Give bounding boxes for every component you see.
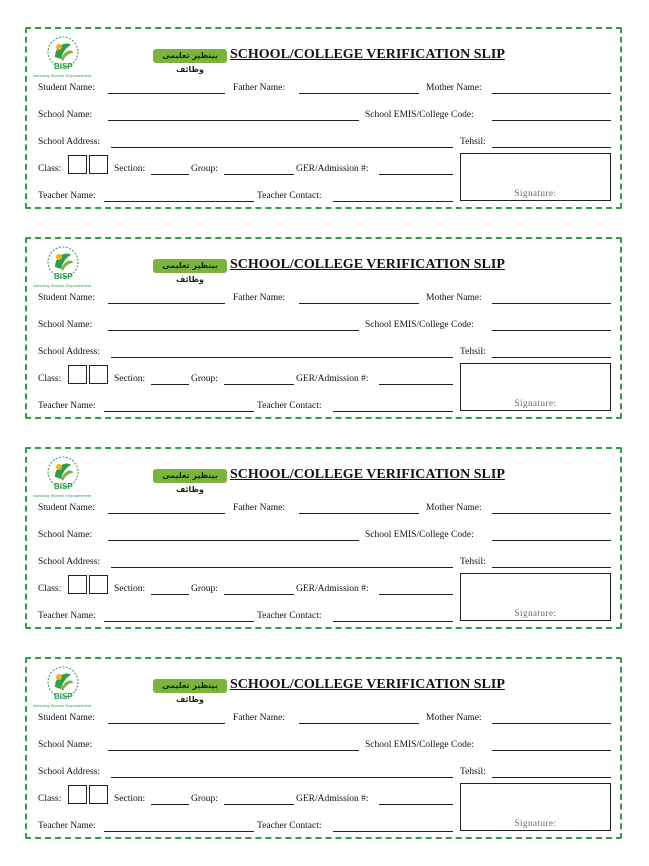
school-address-field[interactable] — [111, 147, 453, 148]
father-name-label: Father Name: — [233, 83, 285, 93]
verification-slip-4 — [25, 657, 622, 839]
class-digit-box-1[interactable] — [68, 785, 87, 804]
logo-tagline: Nurturing Women Empowerment — [33, 703, 92, 708]
emis-code-label: School EMIS/College Code: — [365, 110, 474, 120]
class-label: Class: — [38, 164, 62, 174]
class-label: Class: — [38, 374, 62, 384]
group-field[interactable] — [224, 174, 294, 175]
slip-title: SCHOOL/COLLEGE VERIFICATION SLIP — [230, 677, 505, 692]
emis-code-field[interactable] — [492, 750, 611, 751]
school-name-field[interactable] — [108, 750, 359, 751]
school-address-field[interactable] — [111, 567, 453, 568]
signature-box[interactable] — [460, 573, 611, 621]
teacher-contact-label: Teacher Contact: — [257, 821, 322, 831]
school-name-field[interactable] — [108, 540, 359, 541]
tehsil-label: Tehsil: — [460, 557, 486, 567]
ger-admission-label: GER/Admission #: — [296, 794, 369, 804]
logo-tagline: Nurturing Women Empowerment — [33, 283, 92, 288]
teacher-name-field[interactable] — [104, 411, 254, 412]
logo-name: BISP — [54, 272, 73, 281]
father-name-label: Father Name: — [233, 293, 285, 303]
group-field[interactable] — [224, 384, 294, 385]
ger-admission-field[interactable] — [379, 804, 453, 805]
teacher-name-label: Teacher Name: — [38, 191, 96, 201]
group-label: Group: — [191, 374, 218, 384]
class-digit-box-2[interactable] — [89, 155, 108, 174]
section-label: Section: — [114, 374, 146, 384]
logo-name: BISP — [54, 482, 73, 491]
teacher-contact-label: Teacher Contact: — [257, 611, 322, 621]
emis-code-field[interactable] — [492, 330, 611, 331]
emis-code-field[interactable] — [492, 120, 611, 121]
mother-name-field[interactable] — [492, 303, 611, 304]
student-name-field[interactable] — [108, 513, 225, 514]
slip-title: SCHOOL/COLLEGE VERIFICATION SLIP — [230, 467, 505, 482]
signature-box[interactable] — [460, 783, 611, 831]
group-field[interactable] — [224, 594, 294, 595]
mother-name-label: Mother Name: — [426, 293, 482, 303]
class-label: Class: — [38, 794, 62, 804]
ger-admission-field[interactable] — [379, 384, 453, 385]
mother-name-label: Mother Name: — [426, 83, 482, 93]
group-field[interactable] — [224, 804, 294, 805]
student-name-field[interactable] — [108, 723, 225, 724]
ger-admission-field[interactable] — [379, 594, 453, 595]
ger-admission-label: GER/Admission #: — [296, 584, 369, 594]
father-name-field[interactable] — [299, 513, 419, 514]
signature-label: Signature: — [514, 818, 557, 828]
father-name-label: Father Name: — [233, 503, 285, 513]
verification-slip-1 — [25, 27, 622, 209]
urdu-program-badge: بینظیر تعلیمی وظائف — [153, 469, 227, 483]
class-digit-box-2[interactable] — [89, 785, 108, 804]
mother-name-field[interactable] — [492, 513, 611, 514]
urdu-program-badge: بینظیر تعلیمی وظائف — [153, 49, 227, 63]
ger-admission-label: GER/Admission #: — [296, 374, 369, 384]
slip-title: SCHOOL/COLLEGE VERIFICATION SLIP — [230, 47, 505, 62]
student-name-field[interactable] — [108, 303, 225, 304]
mother-name-field[interactable] — [492, 93, 611, 94]
group-label: Group: — [191, 584, 218, 594]
school-address-label: School Address: — [38, 557, 101, 567]
class-label: Class: — [38, 584, 62, 594]
section-field[interactable] — [151, 804, 189, 805]
section-field[interactable] — [151, 594, 189, 595]
father-name-field[interactable] — [299, 93, 419, 94]
emis-code-field[interactable] — [492, 540, 611, 541]
emis-code-label: School EMIS/College Code: — [365, 320, 474, 330]
class-digit-box-2[interactable] — [89, 575, 108, 594]
class-digit-box-1[interactable] — [68, 155, 87, 174]
section-label: Section: — [114, 794, 146, 804]
teacher-contact-field[interactable] — [333, 201, 453, 202]
mother-name-label: Mother Name: — [426, 503, 482, 513]
teacher-name-field[interactable] — [104, 201, 254, 202]
tehsil-field[interactable] — [492, 357, 611, 358]
father-name-field[interactable] — [299, 303, 419, 304]
emis-code-label: School EMIS/College Code: — [365, 530, 474, 540]
urdu-program-badge: بینظیر تعلیمی وظائف — [153, 259, 227, 273]
tehsil-label: Tehsil: — [460, 347, 486, 357]
school-name-label: School Name: — [38, 320, 93, 330]
signature-label: Signature: — [514, 188, 557, 198]
section-label: Section: — [114, 164, 146, 174]
signature-label: Signature: — [514, 608, 557, 618]
father-name-field[interactable] — [299, 723, 419, 724]
tehsil-field[interactable] — [492, 777, 611, 778]
teacher-contact-field[interactable] — [333, 411, 453, 412]
school-address-field[interactable] — [111, 357, 453, 358]
slip-title: SCHOOL/COLLEGE VERIFICATION SLIP — [230, 257, 505, 272]
ger-admission-label: GER/Admission #: — [296, 164, 369, 174]
class-digit-box-1[interactable] — [68, 575, 87, 594]
logo-tagline: Nurturing Women Empowerment — [33, 493, 92, 498]
school-address-label: School Address: — [38, 137, 101, 147]
logo-name: BISP — [54, 62, 73, 71]
tehsil-label: Tehsil: — [460, 137, 486, 147]
emis-code-label: School EMIS/College Code: — [365, 740, 474, 750]
tehsil-field[interactable] — [492, 147, 611, 148]
mother-name-label: Mother Name: — [426, 713, 482, 723]
school-address-label: School Address: — [38, 347, 101, 357]
section-label: Section: — [114, 584, 146, 594]
tehsil-label: Tehsil: — [460, 767, 486, 777]
teacher-name-label: Teacher Name: — [38, 401, 96, 411]
teacher-contact-label: Teacher Contact: — [257, 401, 322, 411]
signature-box[interactable] — [460, 153, 611, 201]
verification-slip-3 — [25, 447, 622, 629]
class-digit-box-1[interactable] — [68, 365, 87, 384]
urdu-program-badge: بینظیر تعلیمی وظائف — [153, 679, 227, 693]
verification-slip-2 — [25, 237, 622, 419]
student-name-label: Student Name: — [38, 503, 95, 513]
tehsil-field[interactable] — [492, 567, 611, 568]
student-name-label: Student Name: — [38, 713, 95, 723]
teacher-contact-field[interactable] — [333, 831, 453, 832]
father-name-label: Father Name: — [233, 713, 285, 723]
teacher-name-field[interactable] — [104, 831, 254, 832]
school-name-label: School Name: — [38, 110, 93, 120]
signature-box[interactable] — [460, 363, 611, 411]
group-label: Group: — [191, 794, 218, 804]
school-name-field[interactable] — [108, 120, 359, 121]
teacher-contact-label: Teacher Contact: — [257, 191, 322, 201]
teacher-name-field[interactable] — [104, 621, 254, 622]
ger-admission-field[interactable] — [379, 174, 453, 175]
signature-label: Signature: — [514, 398, 557, 408]
student-name-field[interactable] — [108, 93, 225, 94]
student-name-label: Student Name: — [38, 83, 95, 93]
school-address-label: School Address: — [38, 767, 101, 777]
logo-name: BISP — [54, 692, 73, 701]
school-name-field[interactable] — [108, 330, 359, 331]
teacher-contact-field[interactable] — [333, 621, 453, 622]
logo-tagline: Nurturing Women Empowerment — [33, 73, 92, 78]
mother-name-field[interactable] — [492, 723, 611, 724]
school-name-label: School Name: — [38, 530, 93, 540]
student-name-label: Student Name: — [38, 293, 95, 303]
teacher-name-label: Teacher Name: — [38, 611, 96, 621]
group-label: Group: — [191, 164, 218, 174]
section-field[interactable] — [151, 384, 189, 385]
class-digit-box-2[interactable] — [89, 365, 108, 384]
school-address-field[interactable] — [111, 777, 453, 778]
teacher-name-label: Teacher Name: — [38, 821, 96, 831]
section-field[interactable] — [151, 174, 189, 175]
school-name-label: School Name: — [38, 740, 93, 750]
